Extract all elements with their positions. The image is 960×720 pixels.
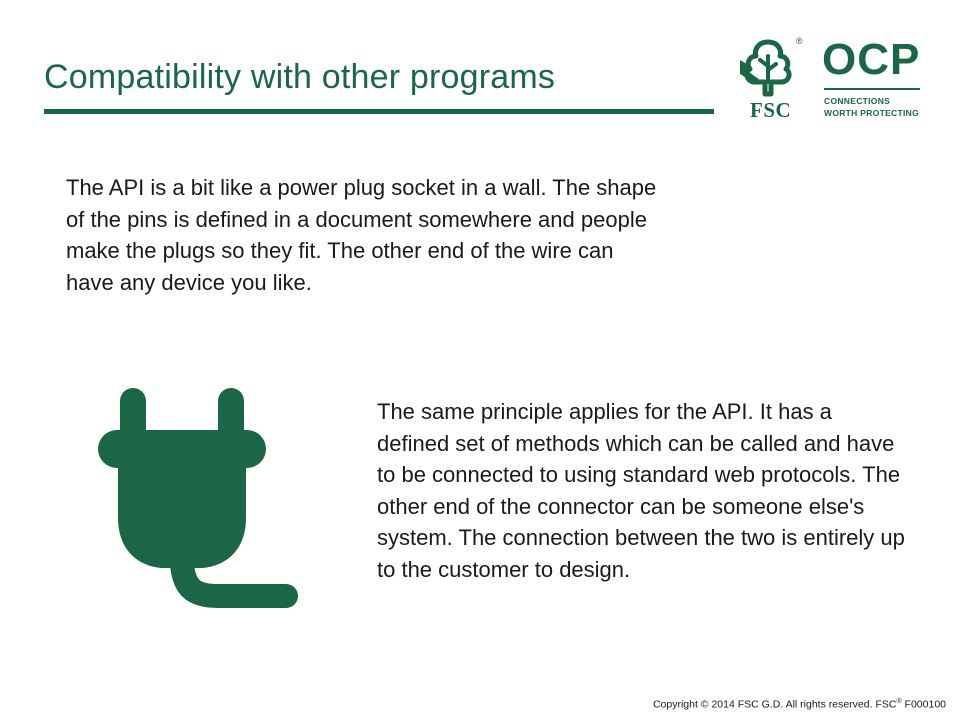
fsc-license-code: F000100	[901, 698, 946, 710]
principle-paragraph: The same principle applies for the API. It has a defined set of methods which can be called and have to be connected to using standard web protocols. The other end of the connector can be someone else's system. The connection between the two is entirely up to the customer to design.	[377, 399, 905, 582]
slide-title: Compatibility with other programs	[44, 58, 556, 96]
ocp-tagline-line2: WORTH PROTECTING	[824, 108, 919, 118]
fsc-wordmark: FSC	[750, 98, 792, 122]
title-underline	[44, 109, 714, 114]
power-plug-icon	[98, 388, 298, 610]
ocp-divider	[824, 88, 920, 90]
copyright-footer	[653, 698, 946, 711]
fsc-tree-icon	[736, 36, 800, 98]
footer-registered-mark: ®	[896, 697, 902, 705]
copyright-text: Copyright © 2014 FSC G.D. All rights reserved. FSC	[652, 698, 897, 710]
intro-paragraph: The API is a bit like a power plug socket in a wall. The shape of the pins is defined in a document somewhere and people make the plugs so they fit. The other end of the wire can have any device you like.	[66, 175, 657, 295]
ocp-wordmark: OCP	[822, 35, 921, 84]
fsc-registered-mark: ®	[796, 36, 803, 46]
logo-group	[736, 36, 926, 120]
ocp-tagline-line1: CONNECTIONS	[824, 96, 891, 106]
